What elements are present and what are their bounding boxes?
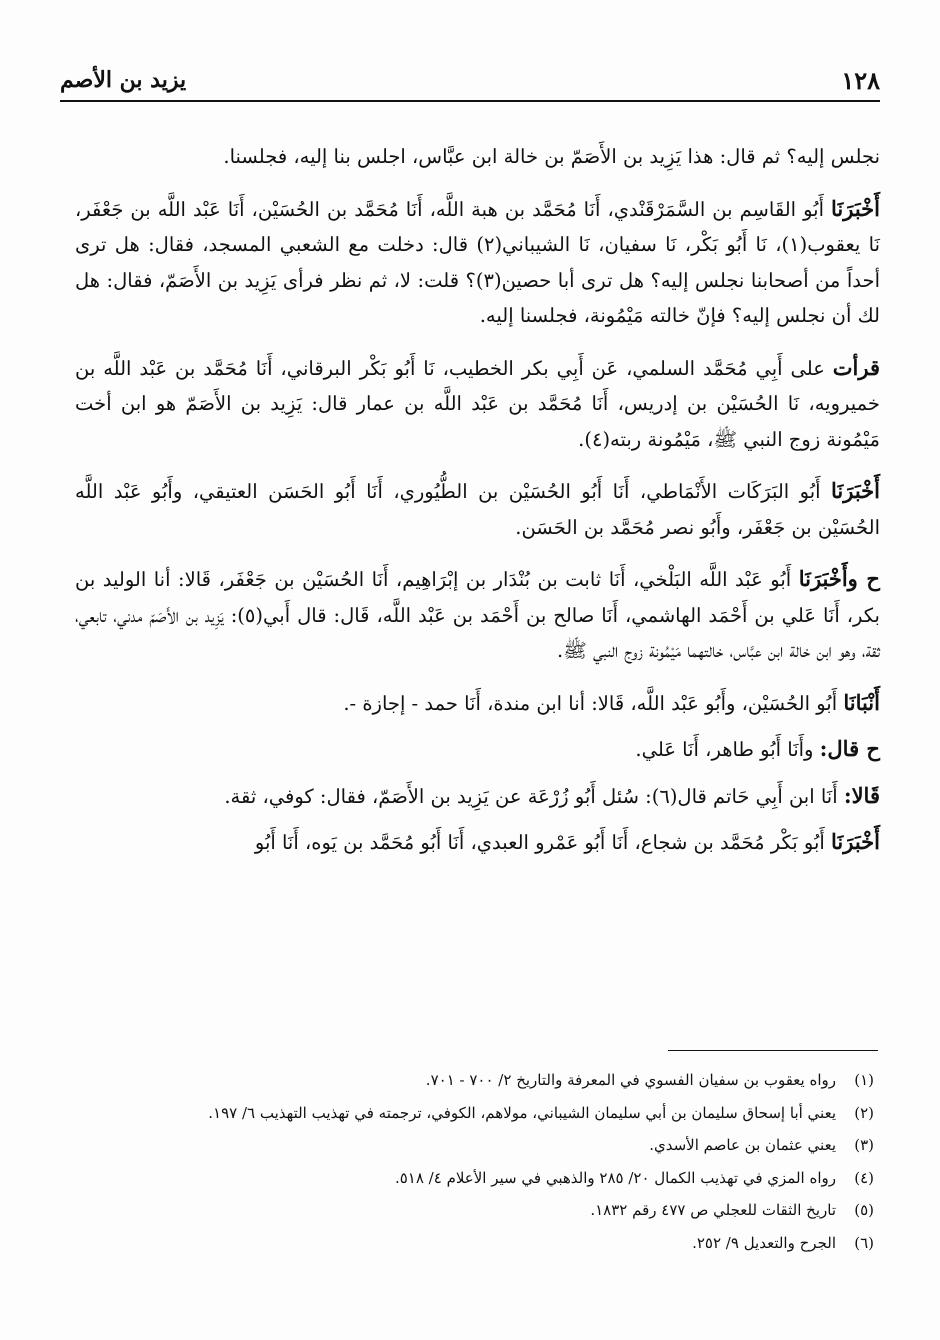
footnote-number: (١) <box>854 1071 874 1089</box>
paragraph-lead: أَخْبَرَنَا <box>831 195 880 221</box>
paragraph <box>75 561 880 669</box>
footnote-number: (٢) <box>854 1103 874 1122</box>
paragraph <box>75 685 880 722</box>
paragraph <box>75 731 880 768</box>
paragraph <box>75 191 880 334</box>
paragraph-lead: أَخْبَرَنَا <box>831 478 880 503</box>
footnote <box>75 1162 874 1195</box>
footnote <box>75 1129 874 1162</box>
footnotes <box>75 1064 874 1259</box>
footnote <box>75 1227 874 1260</box>
paragraph <box>75 138 880 175</box>
footnote-text: تاريخ الثقات للعجلي ص ٤٧٧ رقم ١٨٣٢. <box>590 1201 836 1219</box>
paragraph-text: أَبُو القَاسِم بن السَّمَرْقَنْدي، أَنَا مُحَمَّد بن هبة اللَّه، أَنَا مُحَمَّد بن الحُسَيْن، أَنَا عَبْد اللَّه بن جَعْفَر، نَا يعقوب(١)، نَا أَبُو بَكْر، نَا سفيان، نَا الشيباني(٢) قال: دخلت مع الشعبي المسجد، فقال: هل ترى أحداً من أصحابنا نجلس إليه؟ هل ترى أبا حصين(٣)؟ قلت: لا، ثم نظر فرأى يَزِيد بن الأَصَمّ، فقال: هل لك أن نجلس إليه؟ فإنّ خالته مَيْمُونة، فجلسنا إليه. <box>75 197 880 327</box>
footnote-text: يعني أبا إسحاق سليمان بن أبي سليمان الشيباني، مولاهم، الكوفي، ترجمته في تهذيب التهذيب ٦/ ١٩٧. <box>208 1103 836 1122</box>
footnote <box>75 1097 874 1130</box>
paragraph-text: أَبُو عَبْد اللَّه البَلْخي، أَنَا ثابت بن بُنْدَار بن إبْرَاهِيم، أَنَا الحُسَيْن بن جَعْفَر، قَالا: أنا الوليد بن بكر، أَنَا عَلي بن أَحْمَد الهاشمي، أَنَا صالح بن أَحْمَد بن عَبْد اللَّه، قَال: قال أَبي(٥): يَزِيد بن الأَصَمّ مدني، تابعي، ثقة، وهو ابن خالة ابن عبَّاس، خالتهما مَيْمُونة زوج النبي ﷺ. <box>75 568 880 662</box>
paragraph <box>75 473 880 545</box>
page-number: ١٢٨ <box>841 65 880 95</box>
paragraph-lead: ح وأَخْبَرَنَا <box>798 566 880 591</box>
paragraph-text: أَنَا ابن أَبِي حَاتم قال(٦): سُئل أَبُو زُرْعَة عن يَزِيد بن الأَصَمّ، فقال: كوفي، ثقة. <box>224 784 844 808</box>
footnote-divider <box>668 1050 878 1051</box>
footnote-number: (٤) <box>854 1168 874 1187</box>
paragraph-lead: أَنْبَانَا <box>843 689 880 715</box>
footnote <box>75 1064 874 1097</box>
running-title: يزيد بن الأصم <box>60 67 187 93</box>
paragraph-text: أَبُو البَرَكَات الأَنْمَاطي، أَنَا أَبُو الحُسَيْن بن الطُّيُوري، أَنَا أَبُو الحَسَن العتيقي، وأَبُو عَبْد اللَّه الحُسَيْن بن جَعْفَر، وأَبُو نصر مُحَمَّد بن الحَسَن. <box>75 480 880 539</box>
footnote-text: رواه يعقوب بن سفيان الفسوي في المعرفة والتاريخ ٢/ ٧٠٠ - ٧٠١. <box>425 1071 836 1089</box>
paragraph <box>75 778 880 815</box>
main-text <box>75 138 880 877</box>
paragraph-text: نجلس إليه؟ ثم قال: هذا يَزِيد بن الأَصَمّ بن خالة ابن عبَّاس، اجلس بنا إليه، فجلسنا. <box>223 145 880 168</box>
page-header <box>60 60 880 102</box>
paragraph-text: أَبُو الحُسَيْن، وأَبُو عَبْد اللَّه، قَالا: أنا ابن مندة، أَنَا حمد - إجازة -. <box>343 691 844 715</box>
paragraph <box>75 350 880 458</box>
footnote <box>75 1194 874 1227</box>
paragraph-text: أَبُو بَكْر مُحَمَّد بن شجاع، أَنَا أَبُو عَمْرو العبدي، أَنَا أَبُو مُحَمَّد بن يَوه، أَنَا أَبُو <box>254 831 832 854</box>
footnote-number: (٦) <box>854 1233 874 1252</box>
paragraph-text: على أَبِي مُحَمَّد السلمي، عَن أَبِي بكر الخطيب، نَا أَبُو بَكْر البرقاني، أَنَا مُحَمَّد بن عَبْد اللَّه بن خميرويه، نَا الحُسَيْن بن إدريس، أَنَا مُحَمَّد بن عَبْد اللَّه بن عمار قال: يَزِيد بن الأَصَمّ هو ابن أخت مَيْمُونة زوج النبي ﷺ، مَيْمُونة ربته(٤). <box>75 356 880 451</box>
paragraph-text: وأَنَا أَبُو طاهر، أَنَا عَلي. <box>635 738 820 761</box>
footnote-number: (٥) <box>854 1201 874 1219</box>
paragraph-lead: ح قال: <box>819 736 880 761</box>
footnote-text: يعني عثمان بن عاصم الأسدي. <box>649 1136 836 1154</box>
footnote-text: رواه المزي في تهذيب الكمال ٢٠/ ٢٨٥ والذهبي في سير الأعلام ٤/ ٥١٨. <box>394 1168 836 1187</box>
footnote-text: الجرح والتعديل ٩/ ٢٥٢. <box>692 1233 836 1252</box>
footnote-number: (٣) <box>854 1136 874 1154</box>
paragraph-lead: قَالا: <box>843 782 880 808</box>
paragraph-lead: قرأت <box>832 354 880 380</box>
paragraph-lead: أَخْبَرَنَا <box>831 829 880 854</box>
paragraph <box>75 824 880 861</box>
